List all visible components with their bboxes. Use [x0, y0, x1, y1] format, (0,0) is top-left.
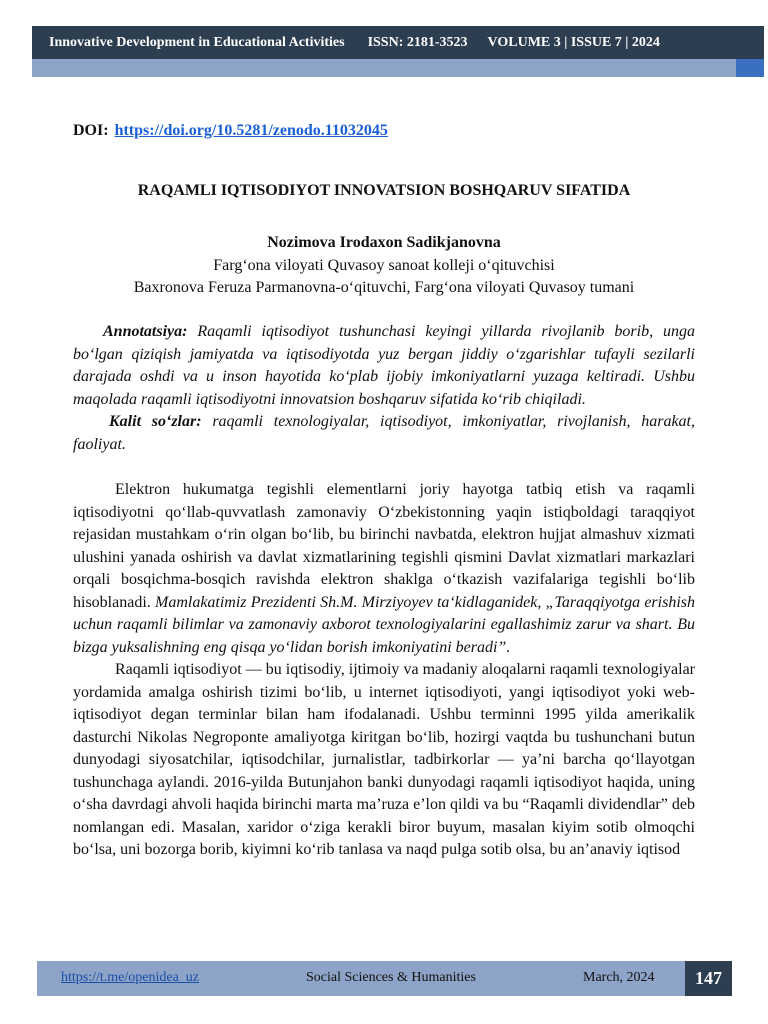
- header-accent-block: [736, 59, 764, 77]
- article-author: Nozimova Irodaxon Sadikjanovna: [267, 234, 501, 251]
- keywords: [73, 411, 695, 456]
- abstract: [73, 321, 695, 411]
- paragraph-1-text: Elektron hukumatga tegishli elementlarni joriy hayotga tatbiq etish va raqamli iqtisodiyotni qo‘llab-quvvatlash zamonaviy O‘zbekistonning yaqin istiqboldagi taraqqiyot rejasidan mustahkam o‘rin olgan bo‘lib, bu birinchi navbatda, elektron hujjat almashuv xizmati ulushini yanada oshirish va davlat xizmatlarining tegishli qismini Davlat xizmatlari markazlari orqali bosqichma-bosqich ravishda elektron shaklga o‘tkazish vazifalariga tegishli bo‘lib hisoblanadi.: [73, 481, 695, 611]
- doi-line: [73, 122, 388, 140]
- journal-header-text: [32, 26, 764, 59]
- author-affiliation-1: Farg‘ona viloyati Quvasoy sanoat kolleji o‘qituvchisi: [213, 257, 555, 274]
- doi-label: DOI:: [73, 122, 109, 139]
- header-accent-strip: [32, 59, 736, 77]
- abstract-label: Annotatsiya:: [103, 323, 188, 340]
- footer-telegram-link[interactable]: https://t.me/openidea_uz: [61, 970, 200, 985]
- author-affiliation-2: Baxronova Feruza Parmanovna-o‘qituvchi, Farg‘ona viloyati Quvasoy tumani: [133, 279, 635, 296]
- abstract-text: Raqamli iqtisodiyot tushunchasi keyingi yillarda rivojlanib borib, unga bo‘lgan qiziqish jamiyatda va iqtisodiyotda yuz bergan jiddiy o‘zgarishlar tufayli sezilarli darajada oshdi va u inson hayotida ko‘plab ijobiy imkoniyatlarni yuzaga keltiradi. Ushbu maqolada raqamli iqtisodiyotni innovatsion boshqaruv sifatida ko‘rib chiqiladi.: [73, 323, 696, 408]
- keywords-label: Kalit so‘zlar:: [109, 413, 202, 430]
- article-body: [73, 321, 695, 862]
- keywords-text: raqamli texnologiyalar, iqtisodiyot, imkoniyatlar, rivojlanish, harakat, faoliyat.: [73, 413, 696, 453]
- footer-date: March, 2024: [583, 970, 655, 985]
- article-title: RAQAMLI IQTISODIYOT INNOVATSION BOSHQARUV SIFATIDA: [137, 182, 631, 199]
- journal-name: Innovative Development in Educational Activities: [49, 34, 345, 50]
- president-quote: Mamlakatimiz Prezidenti Sh.M. Mirziyoyev ta‘kidlaganidek, „Taraqqiyotga erishish uchun raqamli bilimlar va zamonaviy axborot texnologiyalarini egallashimiz zarur va shart. Bu bizga yuksalishning eng qisqa yo‘lidan borish imkoniyatini beradi”.: [73, 593, 696, 656]
- footer-section: Social Sciences & Humanities: [306, 970, 476, 985]
- journal-volume: VOLUME 3 | ISSUE 7 | 2024: [487, 34, 660, 50]
- page-number: 147: [685, 961, 732, 996]
- doi-link[interactable]: https://doi.org/10.5281/zenodo.11032045: [114, 122, 388, 139]
- body-paragraph-1: [73, 479, 695, 659]
- body-paragraph-2: Raqamli iqtisodiyot — bu iqtisodiy, ijtimoiy va madaniy aloqalarni raqamli texnologiyalar yordamida amalga oshirish tizimi bo‘lib, u internet iqtisodiyoti, yangi iqtisodiyot yoki web-iqtisodiyot degan terminlar bilan ham ifodalanadi. Ushbu terminni 1995 yilda amerikalik dasturchi Nikolas Negroponte amaliyotga kiritgan bo‘lib, hozirgi vaqtda bu tushunchani butun dunyodagi siyosatchilar, iqtisodchilar, jurnalistlar, tadbirkorlar — ya’ni barcha qo‘llayotgan tushunchaga aylandi. 2016-yilda Butunjahon banki dunyodagi raqamli iqtisodiyot haqida, uning o‘sha davrdagi ahvoli haqida birinchi marta ma’ruza e’lon qildi va bu “Raqamli dividendlar” deb nomlangan edi. Masalan, xaridor o‘ziga kerakli biror buyum, masalan kiyim sotib olmoqchi bo‘lsa, uni bozorga borib, kiyimni ko‘rib tanlasa va naqd pulga sotib olsa, bu an’anaviy iqtisod: [73, 661, 695, 858]
- journal-issn: ISSN: 2181-3523: [367, 34, 468, 50]
